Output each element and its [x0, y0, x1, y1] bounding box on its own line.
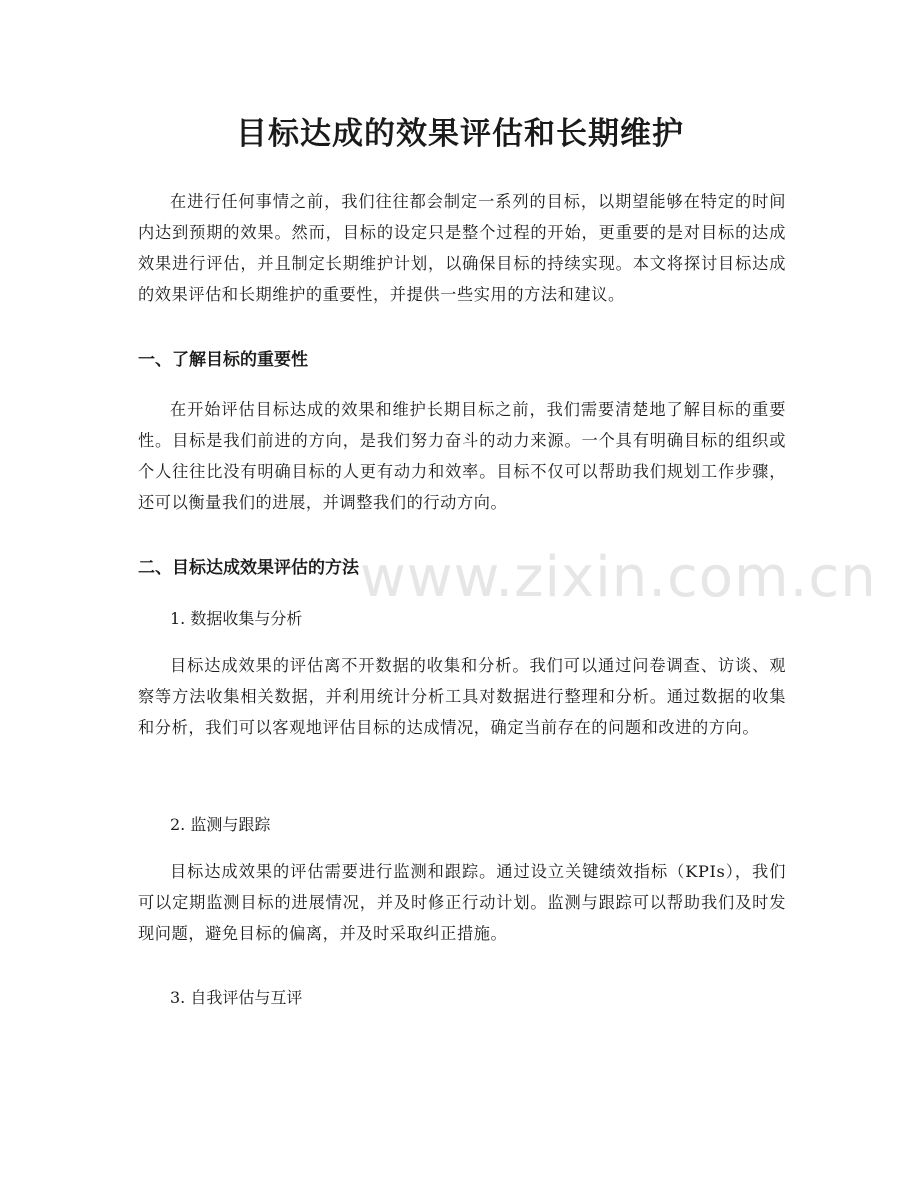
subsection-1-label: 1. 数据收集与分析	[170, 609, 303, 628]
subsection-3-label: 3. 自我评估与互评	[170, 988, 303, 1007]
section1-heading: 一、了解目标的重要性	[138, 350, 308, 370]
section1-paragraph: 在开始评估目标达成的效果和维护长期目标之前，我们需要清楚地了解目标的重要性。目标是我们前进的方向，是我们努力奋斗的动力来源。一个具有明确目标的组织或个人往往比没有明确目标的人更有动力和效率。目标不仅可以帮助我们规划工作步骤，还可以衡量我们的进展，并调整我们的行动方向。	[138, 400, 786, 512]
subsection-2-paragraph: 目标达成效果的评估需要进行监测和跟踪。通过设立关键绩效指标（KPIs），我们可以定期监测目标的进展情况，并及时修正行动计划。监测与跟踪可以帮助我们及时发现问题，避免目标的偏离，并及时采取纠正措施。	[138, 862, 786, 943]
page-title: 目标达成的效果评估和长期维护	[236, 116, 684, 152]
section2-heading: 二、目标达成效果评估的方法	[138, 558, 359, 578]
watermark-text: www.zixin.com.cn	[360, 545, 877, 610]
subsection-2-label: 2. 监测与跟踪	[170, 815, 271, 834]
subsection-1-paragraph: 目标达成效果的评估离不开数据的收集和分析。我们可以通过问卷调查、访谈、观察等方法收集相关数据，并利用统计分析工具对数据进行整理和分析。通过数据的收集和分析，我们可以客观地评估目标的达成情况，确定当前存在的问题和改进的方向。	[138, 656, 786, 737]
intro-paragraph: 在进行任何事情之前，我们往往都会制定一系列的目标，以期望能够在特定的时间内达到预期的效果。然而，目标的设定只是整个过程的开始，更重要的是对目标的达成效果进行评估，并且制定长期维护计划，以确保目标的持续实现。本文将探讨目标达成的效果评估和长期维护的重要性，并提供一些实用的方法和建议。	[138, 192, 786, 304]
